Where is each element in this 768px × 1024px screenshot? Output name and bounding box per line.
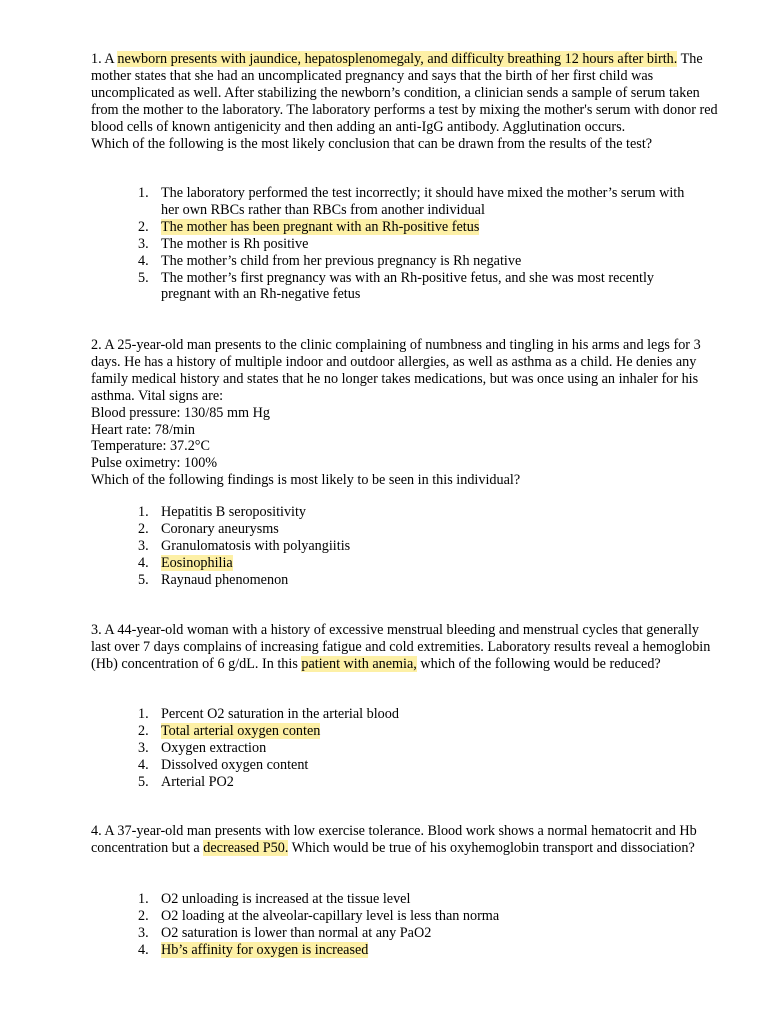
option-text: Percent O2 saturation in the arterial blood	[161, 706, 399, 722]
option-text: The mother’s first pregnancy was with an Rh-positive fetus, and she was most recently pregnant with an Rh-negative fetus	[161, 269, 655, 303]
option-number: 3.	[138, 235, 149, 252]
answer-option	[138, 774, 698, 791]
answer-option	[138, 723, 698, 740]
option-number: 2.	[138, 907, 149, 924]
answer-option	[138, 555, 698, 572]
option-text: Eosinophilia	[161, 554, 233, 571]
option-number: 4.	[138, 252, 149, 269]
option-number: 2.	[138, 520, 149, 537]
answer-option	[138, 236, 698, 253]
answer-option	[138, 925, 698, 942]
option-text: Hb’s affinity for oxygen is increased	[161, 941, 369, 958]
question-1	[91, 51, 721, 303]
question-stem	[91, 51, 721, 152]
option-number: 1.	[138, 504, 149, 520]
stem-segment: 3. A 44-year-old woman with a history of excessive menstrual bleeding and menstrual cycles that generally last over 7 days complains of increasing fatigue and cold extremities. Laboratory results reveal a hemoglobin (Hb) concentration of 6 g/dL. In this	[91, 622, 711, 672]
answer-option	[138, 504, 698, 521]
option-text: O2 unloading is increased at the tissue level	[161, 891, 411, 907]
option-number: 1.	[138, 706, 149, 722]
stem-segment: 2. A 25-year-old man presents to the clinic complaining of numbness and tingling in his arms and legs for 3 days. He has a history of multiple indoor and outdoor allergies, as well as asthma as a child. He denies any family medical history and states that he no longer takes medications, but was once using an inhaler for his asthma. Vital signs are: Blood pressure: 130/85 mm Hg Heart rate: 78/min Temperature: 37.2°C Pulse oximetry: 100% Which of the following findings is most likely to be seen in this individual?	[91, 337, 701, 489]
option-text: O2 loading at the alveolar-capillary level is less than norma	[161, 907, 500, 924]
question-prompt: Which of the following is the most likely conclusion that can be drawn from the results of the test?	[91, 135, 653, 152]
question-2	[91, 337, 721, 588]
answer-option	[138, 253, 698, 270]
answer-option	[138, 572, 698, 589]
stem-segment: 4. A 37-year-old man presents with low exercise tolerance. Blood work shows a normal hematocrit and Hb concentration but a	[91, 823, 697, 856]
option-text: The mother is Rh positive	[161, 235, 309, 252]
option-number: 3.	[138, 537, 149, 554]
stem-segment: 1. A	[91, 51, 118, 67]
highlighted-answer	[138, 941, 369, 958]
option-number: 5.	[138, 571, 149, 588]
highlighted-text: decreased P50.	[203, 839, 289, 856]
question-stem	[91, 823, 721, 857]
answer-option	[138, 908, 698, 925]
stem-segment: which of the following would be reduced?	[416, 655, 661, 672]
option-text: Total arterial oxygen conten	[161, 722, 321, 739]
option-text: Hepatitis B seropositivity	[161, 504, 307, 520]
highlighted-answer	[138, 554, 233, 571]
option-number: 5.	[138, 269, 149, 286]
stem-segment: The mother states that she had an uncomplicated pregnancy and says that the birth of her first child was uncomplicated as well. After stabilizing the newborn’s condition, a clinician sends a sample of serum taken from the mother to the laboratory. The laboratory performs a test by mixing the mother's serum with donor red blood cells of known antigenicity and then adding an anti-IgG antibody. Agglutination occurs.	[91, 51, 718, 135]
option-text: Granulomatosis with polyangiitis	[161, 537, 351, 554]
option-text: The mother has been pregnant with an Rh-positive fetus	[161, 218, 480, 235]
answer-option	[138, 891, 698, 908]
answer-option	[138, 219, 698, 236]
answer-option	[138, 757, 698, 774]
option-text: The mother’s child from her previous pregnancy is Rh negative	[161, 252, 522, 269]
question-stem	[91, 622, 721, 673]
option-number: 2.	[138, 722, 149, 739]
option-text: The laboratory performed the test incorrectly; it should have mixed the mother’s serum with her own RBCs rather than RBCs from another individual	[161, 185, 685, 218]
answer-option	[138, 706, 698, 723]
option-text: Oxygen extraction	[161, 739, 267, 756]
answer-option	[138, 538, 698, 555]
option-number: 3.	[138, 739, 149, 756]
answer-options	[138, 504, 698, 589]
answer-options	[138, 706, 698, 791]
option-number: 4.	[138, 941, 149, 958]
question-3	[91, 622, 721, 790]
highlighted-text: newborn presents with jaundice, hepatosplenomegaly, and difficulty breathing 12 hours after birth.	[117, 51, 678, 67]
option-text: Coronary aneurysms	[161, 520, 279, 537]
highlighted-answer	[138, 722, 321, 739]
option-text: Arterial PO2	[161, 773, 234, 790]
answer-option	[138, 521, 698, 538]
answer-option	[138, 942, 698, 959]
question-stem	[91, 337, 721, 489]
answer-options	[138, 185, 698, 303]
highlighted-text: patient with anemia,	[301, 655, 417, 672]
option-number: 4.	[138, 554, 149, 571]
answer-option	[138, 270, 698, 304]
option-number: 1.	[138, 185, 149, 201]
answer-option	[138, 185, 698, 219]
stem-segment: Which would be true of his oxyhemoglobin transport and dissociation?	[288, 839, 695, 856]
option-text: Raynaud phenomenon	[161, 571, 289, 588]
highlighted-answer	[138, 218, 480, 235]
question-4	[91, 823, 721, 958]
option-number: 5.	[138, 773, 149, 790]
answer-options	[138, 891, 698, 959]
option-text: Dissolved oxygen content	[161, 756, 309, 773]
answer-option	[138, 740, 698, 757]
option-number: 1.	[138, 891, 149, 907]
option-text: O2 saturation is lower than normal at any PaO2	[161, 924, 432, 941]
option-number: 4.	[138, 756, 149, 773]
option-number: 3.	[138, 924, 149, 941]
option-number: 2.	[138, 218, 149, 235]
